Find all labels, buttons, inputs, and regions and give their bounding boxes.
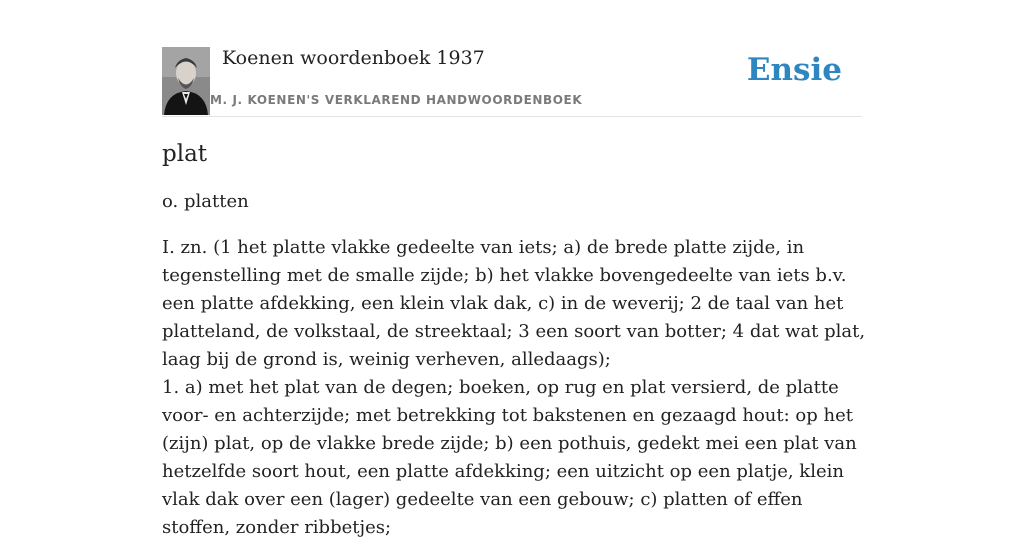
site-title[interactable]: Koenen woordenboek 1937 xyxy=(222,47,485,69)
dictionary-entry xyxy=(162,138,867,542)
definition-paragraph-2: 1. a) met het plat van de degen; boeken, op rug en plat versierd, de platte voor- en achterzijde; met betrekking tot bakstenen en gezaagd hout: op het (zijn) plat, op de vlakke brede zijde; b) een pothuis, gedekt mei een plat van hetzelfde soort hout, een platte afdekking; een uitzicht op een platje, klein vlak dak over een (lager) gedeelte van een gebouw; c) platten of effen stoffen, zonder ribbetjes; xyxy=(162,377,857,538)
site-subtitle: M. J. KOENEN'S VERKLAREND HANDWOORDENBOEK xyxy=(210,93,583,107)
entry-grammar: o. platten xyxy=(162,191,249,212)
entry-definition xyxy=(162,234,867,542)
brand-logo[interactable]: Ensie xyxy=(746,52,842,88)
entry-headword: plat xyxy=(162,141,208,167)
portrait-photo-svg xyxy=(162,47,210,115)
definition-paragraph-1: I. zn. (1 het platte vlakke gedeelte van iets; a) de brede platte zijde, in tegenstelling met de smalle zijde; b) het vlakke bovengedeelte van iets b.v. een platte afdekking, een klein vlak dak, c) in de weverij; 2 de taal van het platteland, de volkstaal, de streektaal; 3 een soort van botter; 4 dat wat plat, laag bij de grond is, weinig verheven, alledaags); xyxy=(162,237,866,370)
site-header xyxy=(162,46,862,117)
portrait-photo-icon xyxy=(162,47,210,115)
